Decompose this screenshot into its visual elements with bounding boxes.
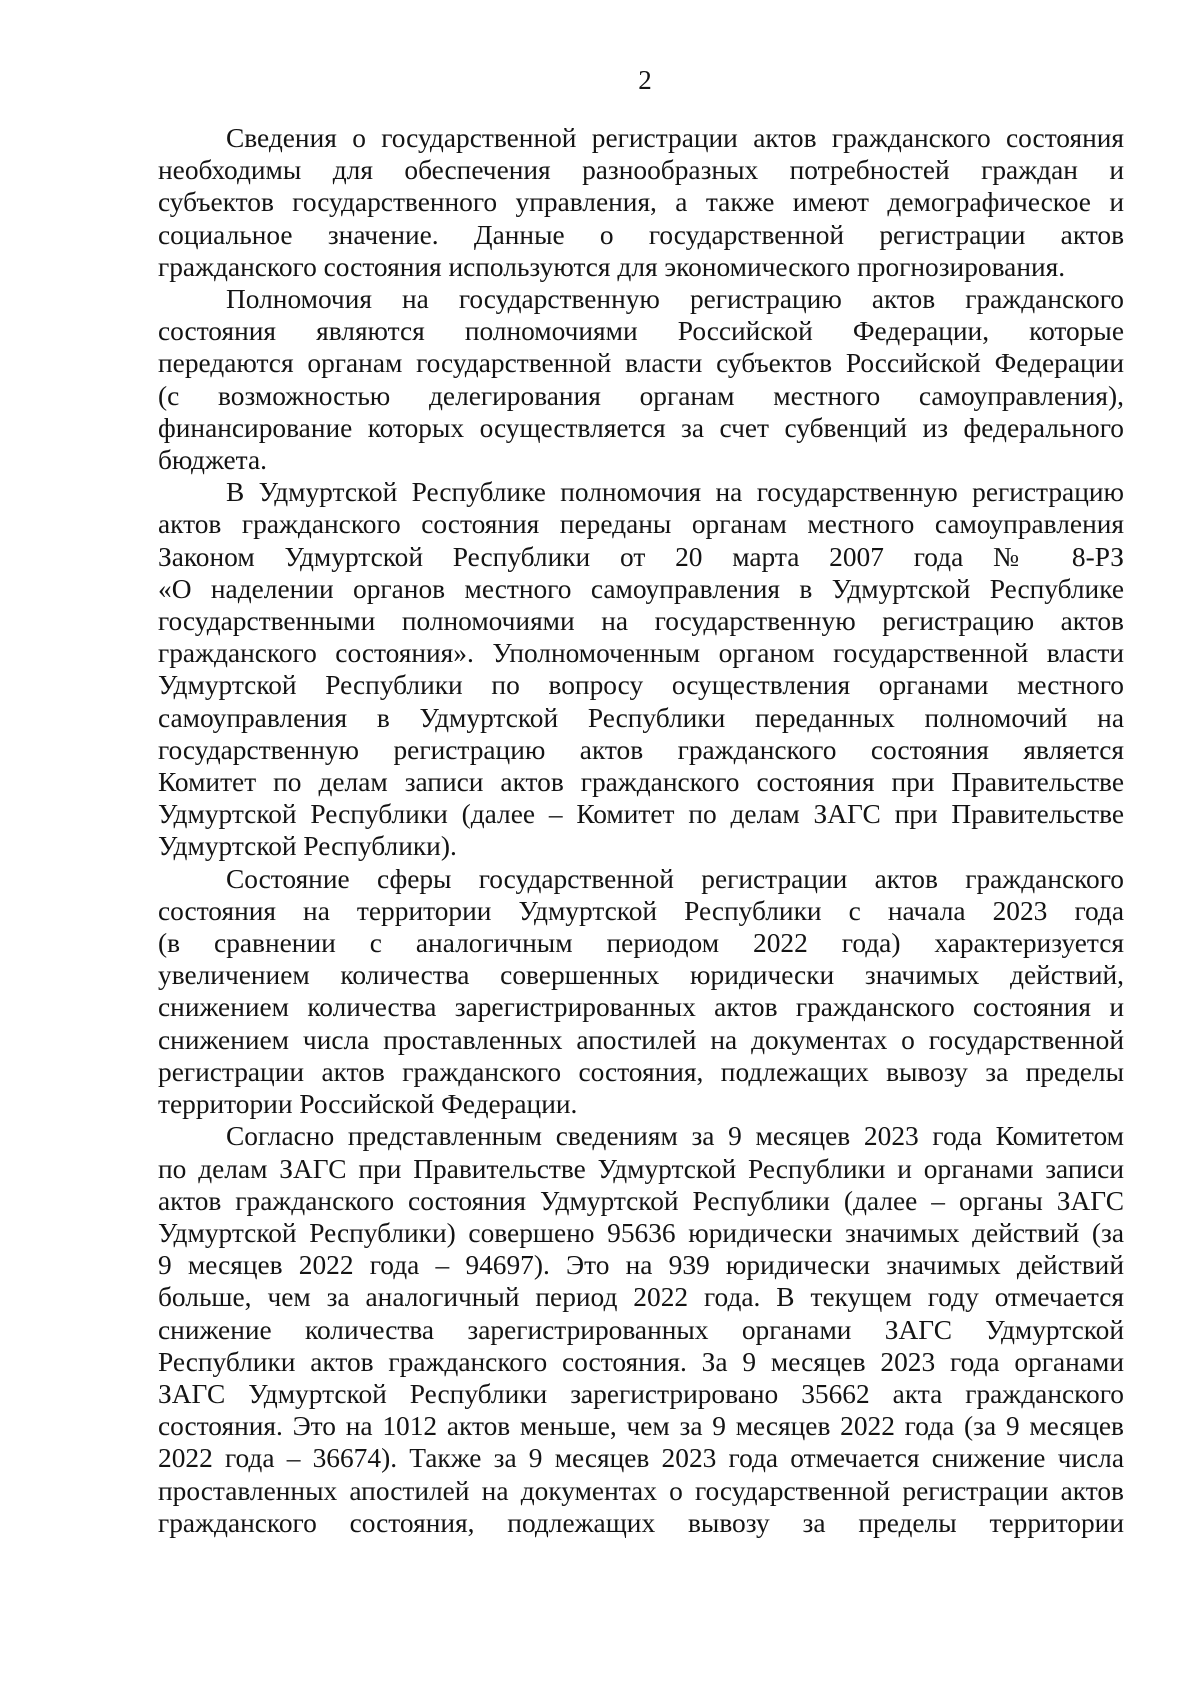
paragraph-line: передаются органам государственной власти субъектов Российской Федерации xyxy=(158,348,1124,379)
paragraph-line: снижение количества зарегистрированных органами ЗАГС Удмуртской xyxy=(158,1314,1124,1345)
page-number: 2 xyxy=(638,65,652,95)
paragraph-line: гражданского состояния используются для экономического прогнозирования. xyxy=(158,251,1066,282)
paragraph-line: (с возможностью делегирования органам местного самоуправления), xyxy=(158,380,1124,411)
paragraph-line: финансирование которых осуществляется за счет субвенций из федерального xyxy=(158,412,1124,443)
paragraph-line: Удмуртской Республики по вопросу осуществления органами местного xyxy=(158,670,1124,701)
paragraph-line: (в сравнении с аналогичным периодом 2022 года) характеризуется xyxy=(158,928,1124,959)
paragraph-line: Законом Удмуртской Республики от 20 марта 2007 года № 8-РЗ xyxy=(158,541,1124,572)
paragraph-line: больше, чем за аналогичный период 2022 года. В текущем году отмечается xyxy=(158,1282,1124,1313)
paragraph-line: субъектов государственного управления, а также имеют демографическое и xyxy=(158,187,1124,218)
paragraph-line: гражданского состояния, подлежащих вывозу за пределы территории xyxy=(158,1507,1124,1538)
paragraph-line: Полномочия на государственную регистрацию актов гражданского xyxy=(226,284,1124,315)
paragraph-line: проставленных апостилей на документах о государственной регистрации актов xyxy=(158,1475,1124,1506)
paragraph-line: состояния. Это на 1012 актов меньше, чем за 9 месяцев 2022 года (за 9 месяцев xyxy=(158,1411,1124,1442)
paragraph-line: государственными полномочиями на государственную регистрацию актов xyxy=(158,606,1124,637)
paragraph-line: ЗАГС Удмуртской Республики зарегистрировано 35662 акта гражданского xyxy=(158,1378,1124,1409)
paragraph-line: Удмуртской Республики) совершено 95636 юридически значимых действий (за xyxy=(158,1217,1124,1248)
paragraph-line: Республики актов гражданского состояния. За 9 месяцев 2023 года органами xyxy=(158,1346,1124,1377)
paragraph-line: 9 месяцев 2022 года – 94697). Это на 939 юридически значимых действий xyxy=(158,1250,1124,1281)
paragraph-line: состояния являются полномочиями Российской Федерации, которые xyxy=(158,316,1124,347)
paragraph-line: «О наделении органов местного самоуправления в Удмуртской Республике xyxy=(158,573,1124,604)
paragraph-line: актов гражданского состояния переданы органам местного самоуправления xyxy=(158,509,1124,540)
document-body xyxy=(158,122,1124,1539)
paragraph-line: В Удмуртской Республике полномочия на государственную регистрацию xyxy=(226,477,1124,508)
paragraph-line: гражданского состояния». Уполномоченным органом государственной власти xyxy=(158,638,1124,669)
paragraph-line: актов гражданского состояния Удмуртской Республики (далее – органы ЗАГС xyxy=(158,1185,1124,1216)
paragraph-line: самоуправления в Удмуртской Республики переданных полномочий на xyxy=(158,702,1124,733)
paragraph-line: Состояние сферы государственной регистрации актов гражданского xyxy=(226,863,1124,894)
paragraph-statistics xyxy=(158,1120,1124,1539)
paragraph-line: 2022 года – 36674). Также за 9 месяцев 2023 года отмечается снижение числа xyxy=(158,1443,1124,1474)
paragraph-line: территории Российской Федерации. xyxy=(158,1089,578,1120)
paragraph-line: Сведения о государственной регистрации актов гражданского состояния xyxy=(226,123,1124,153)
paragraph-line: состояния на территории Удмуртской Республики с начала 2023 года xyxy=(158,895,1124,926)
paragraph-line: необходимы для обеспечения разнообразных потребностей граждан и xyxy=(158,155,1124,186)
paragraph-line: Удмуртской Республики). xyxy=(158,831,457,862)
paragraph-udmurt-law xyxy=(158,476,1124,862)
paragraph-line: Комитет по делам записи актов гражданского состояния при Правительстве xyxy=(158,767,1124,798)
paragraph-civil-registration-info xyxy=(158,122,1124,283)
paragraph-line: по делам ЗАГС при Правительстве Удмуртской Республики и органами записи xyxy=(158,1153,1124,1184)
paragraph-state-of-sphere xyxy=(158,863,1124,1121)
paragraph-line: регистрации актов гражданского состояния, подлежащих вывозу за пределы xyxy=(158,1056,1124,1087)
paragraph-line: снижением количества зарегистрированных актов гражданского состояния и xyxy=(158,992,1124,1023)
paragraph-line: государственную регистрацию актов гражданского состояния является xyxy=(158,734,1124,765)
paragraph-line: снижением числа проставленных апостилей на документах о государственной xyxy=(158,1024,1124,1055)
paragraph-line: социальное значение. Данные о государственной регистрации актов xyxy=(158,219,1124,250)
paragraph-line: увеличением количества совершенных юридически значимых действий, xyxy=(158,960,1124,991)
paragraph-line: Удмуртской Республики (далее – Комитет по делам ЗАГС при Правительстве xyxy=(158,799,1124,830)
paragraph-line: бюджета. xyxy=(158,445,267,476)
paragraph-powers xyxy=(158,283,1124,476)
paragraph-line: Согласно представленным сведениям за 9 месяцев 2023 года Комитетом xyxy=(226,1121,1124,1152)
